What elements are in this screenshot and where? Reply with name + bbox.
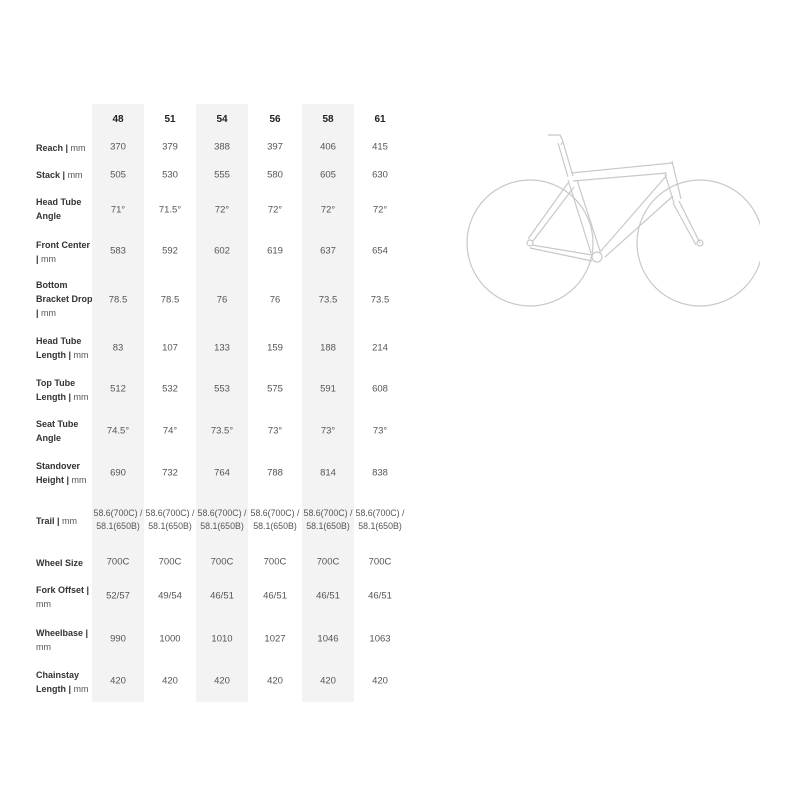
table-cell: 1000 (159, 633, 181, 645)
table-cell: 49/54 (158, 590, 182, 602)
table-cell: 58.6(700C) / 58.1(650B) (93, 508, 143, 531)
table-cell: 553 (214, 383, 230, 395)
table-cell: 1027 (264, 633, 286, 645)
table-cell: 388 (214, 141, 230, 153)
size-header: 51 (164, 114, 176, 125)
table-cell: 72° (320, 204, 336, 216)
table-cell: 74° (162, 425, 178, 437)
table-cell: 700C (263, 556, 287, 568)
row-label (36, 334, 94, 362)
row-label-text: Stack (36, 170, 61, 180)
row-label (36, 141, 94, 155)
table-cell: 764 (214, 467, 230, 479)
table-cell: 159 (267, 342, 283, 354)
table-cell: 605 (320, 169, 336, 181)
table-cell: 58.6(700C) / 58.1(650B) (303, 508, 353, 531)
table-cell: 555 (214, 169, 230, 181)
table-cell: 46/51 (263, 590, 287, 602)
row-label-text: Seat Tube Angle (36, 419, 79, 443)
table-cell: 592 (162, 245, 178, 257)
table-cell: 46/51 (316, 590, 340, 602)
separator: | (83, 628, 89, 638)
shaded-column (92, 104, 144, 702)
table-cell: 990 (110, 633, 126, 645)
row-unit: mm (62, 516, 78, 526)
table-cell: 370 (110, 141, 126, 153)
row-label-text: Standover Height (36, 461, 81, 485)
table-cell: 78.5 (160, 294, 180, 306)
separator: | (66, 350, 74, 360)
table-cell: 73° (267, 425, 283, 437)
table-cell: 619 (267, 245, 283, 257)
row-unit: mm (70, 143, 86, 153)
table-cell: 1010 (211, 633, 233, 645)
row-label (36, 376, 94, 404)
table-cell: 133 (214, 342, 230, 354)
table-cell: 1046 (317, 633, 339, 645)
row-label (36, 238, 94, 266)
table-cell: 530 (162, 169, 178, 181)
table-cell: 637 (320, 245, 336, 257)
table-cell: 107 (162, 342, 178, 354)
row-label-text: Head Tube Length (36, 336, 82, 360)
table-cell: 654 (372, 245, 388, 257)
row-label-text: Trail (36, 516, 55, 526)
row-unit: mm (36, 599, 51, 609)
table-cell: 700C (158, 556, 182, 568)
row-label (36, 417, 94, 445)
table-cell: 214 (372, 342, 388, 354)
table-cell: 188 (320, 342, 336, 354)
table-cell: 700C (316, 556, 340, 568)
row-unit: mm (41, 254, 57, 264)
table-cell: 420 (110, 675, 126, 687)
table-cell: 58.6(700C) / 58.1(650B) (145, 508, 195, 531)
row-label-text: Wheel Size (36, 558, 84, 568)
row-unit: mm (71, 475, 87, 485)
table-cell: 71.5° (158, 204, 182, 216)
size-header: 54 (216, 114, 228, 125)
size-header: 61 (374, 114, 386, 125)
row-label-text: Chainstay Length (36, 670, 80, 694)
row-label (36, 668, 94, 696)
table-cell: 73.5° (210, 425, 234, 437)
separator: | (66, 392, 74, 402)
table-cell: 72° (214, 204, 230, 216)
table-cell: 379 (162, 141, 178, 153)
table-cell: 76 (269, 294, 281, 306)
row-label-text: Head Tube Angle (36, 197, 82, 221)
table-cell: 420 (320, 675, 336, 687)
table-cell: 415 (372, 141, 388, 153)
table-cell: 700C (210, 556, 234, 568)
table-cell: 732 (162, 467, 178, 479)
separator: | (36, 308, 42, 318)
table-cell: 580 (267, 169, 283, 181)
separator: | (84, 585, 90, 595)
row-unit: mm (73, 392, 89, 402)
separator: | (36, 254, 42, 264)
table-cell: 630 (372, 169, 388, 181)
bike-frame-diagram-icon (460, 125, 760, 315)
row-label (36, 583, 94, 611)
table-cell: 700C (368, 556, 392, 568)
row-label-text: Bottom Bracket Drop (36, 280, 93, 304)
shaded-column (302, 104, 354, 702)
table-cell: 52/57 (106, 590, 130, 602)
table-cell: 74.5° (106, 425, 130, 437)
separator: | (63, 143, 71, 153)
table-cell: 76 (216, 294, 228, 306)
table-cell: 532 (162, 383, 178, 395)
row-unit: mm (73, 350, 89, 360)
size-header: 58 (322, 114, 334, 125)
row-label-text: Front Center (36, 240, 90, 250)
table-cell: 505 (110, 169, 126, 181)
separator: | (54, 516, 63, 526)
row-label-text: Wheelbase (36, 628, 84, 638)
table-cell: 700C (106, 556, 130, 568)
table-cell: 72° (372, 204, 388, 216)
table-cell: 583 (110, 245, 126, 257)
size-header: 56 (269, 114, 281, 125)
row-unit: mm (36, 642, 51, 652)
table-cell: 838 (372, 467, 388, 479)
table-cell: 46/51 (210, 590, 234, 602)
row-label-text: Reach (36, 143, 64, 153)
row-label (36, 556, 94, 570)
table-cell: 814 (320, 467, 336, 479)
table-cell: 78.5 (108, 294, 128, 306)
table-cell: 72° (267, 204, 283, 216)
table-cell: 406 (320, 141, 336, 153)
table-cell: 1063 (369, 633, 391, 645)
row-label-text: Fork Offset (36, 585, 85, 595)
table-cell: 46/51 (368, 590, 392, 602)
table-cell: 58.6(700C) / 58.1(650B) (197, 508, 247, 531)
table-cell: 690 (110, 467, 126, 479)
row-label-text: Top Tube Length (36, 378, 76, 402)
table-cell: 608 (372, 383, 388, 395)
row-label (36, 278, 94, 320)
table-cell: 71° (110, 204, 126, 216)
separator: | (60, 170, 68, 180)
table-cell: 602 (214, 245, 230, 257)
row-unit: mm (41, 308, 57, 318)
separator: | (64, 475, 72, 485)
row-unit: mm (73, 684, 89, 694)
table-cell: 397 (267, 141, 283, 153)
size-header: 48 (112, 114, 124, 125)
table-cell: 83 (112, 342, 124, 354)
separator: | (66, 684, 74, 694)
row-label (36, 195, 94, 223)
table-cell: 73° (320, 425, 336, 437)
row-label (36, 514, 94, 528)
shaded-column (196, 104, 248, 702)
table-cell: 58.6(700C) / 58.1(650B) (355, 508, 405, 531)
table-cell: 73.5 (370, 294, 390, 306)
table-cell: 58.6(700C) / 58.1(650B) (250, 508, 300, 531)
table-cell: 420 (372, 675, 388, 687)
row-label (36, 168, 94, 182)
row-unit: mm (67, 170, 83, 180)
table-cell: 420 (162, 675, 178, 687)
row-label (36, 626, 94, 654)
table-cell: 788 (267, 467, 283, 479)
table-cell: 420 (267, 675, 283, 687)
row-label (36, 459, 94, 487)
table-cell: 420 (214, 675, 230, 687)
table-cell: 591 (320, 383, 336, 395)
table-cell: 575 (267, 383, 283, 395)
table-cell: 512 (110, 383, 126, 395)
table-cell: 73° (372, 425, 388, 437)
table-cell: 73.5 (318, 294, 338, 306)
